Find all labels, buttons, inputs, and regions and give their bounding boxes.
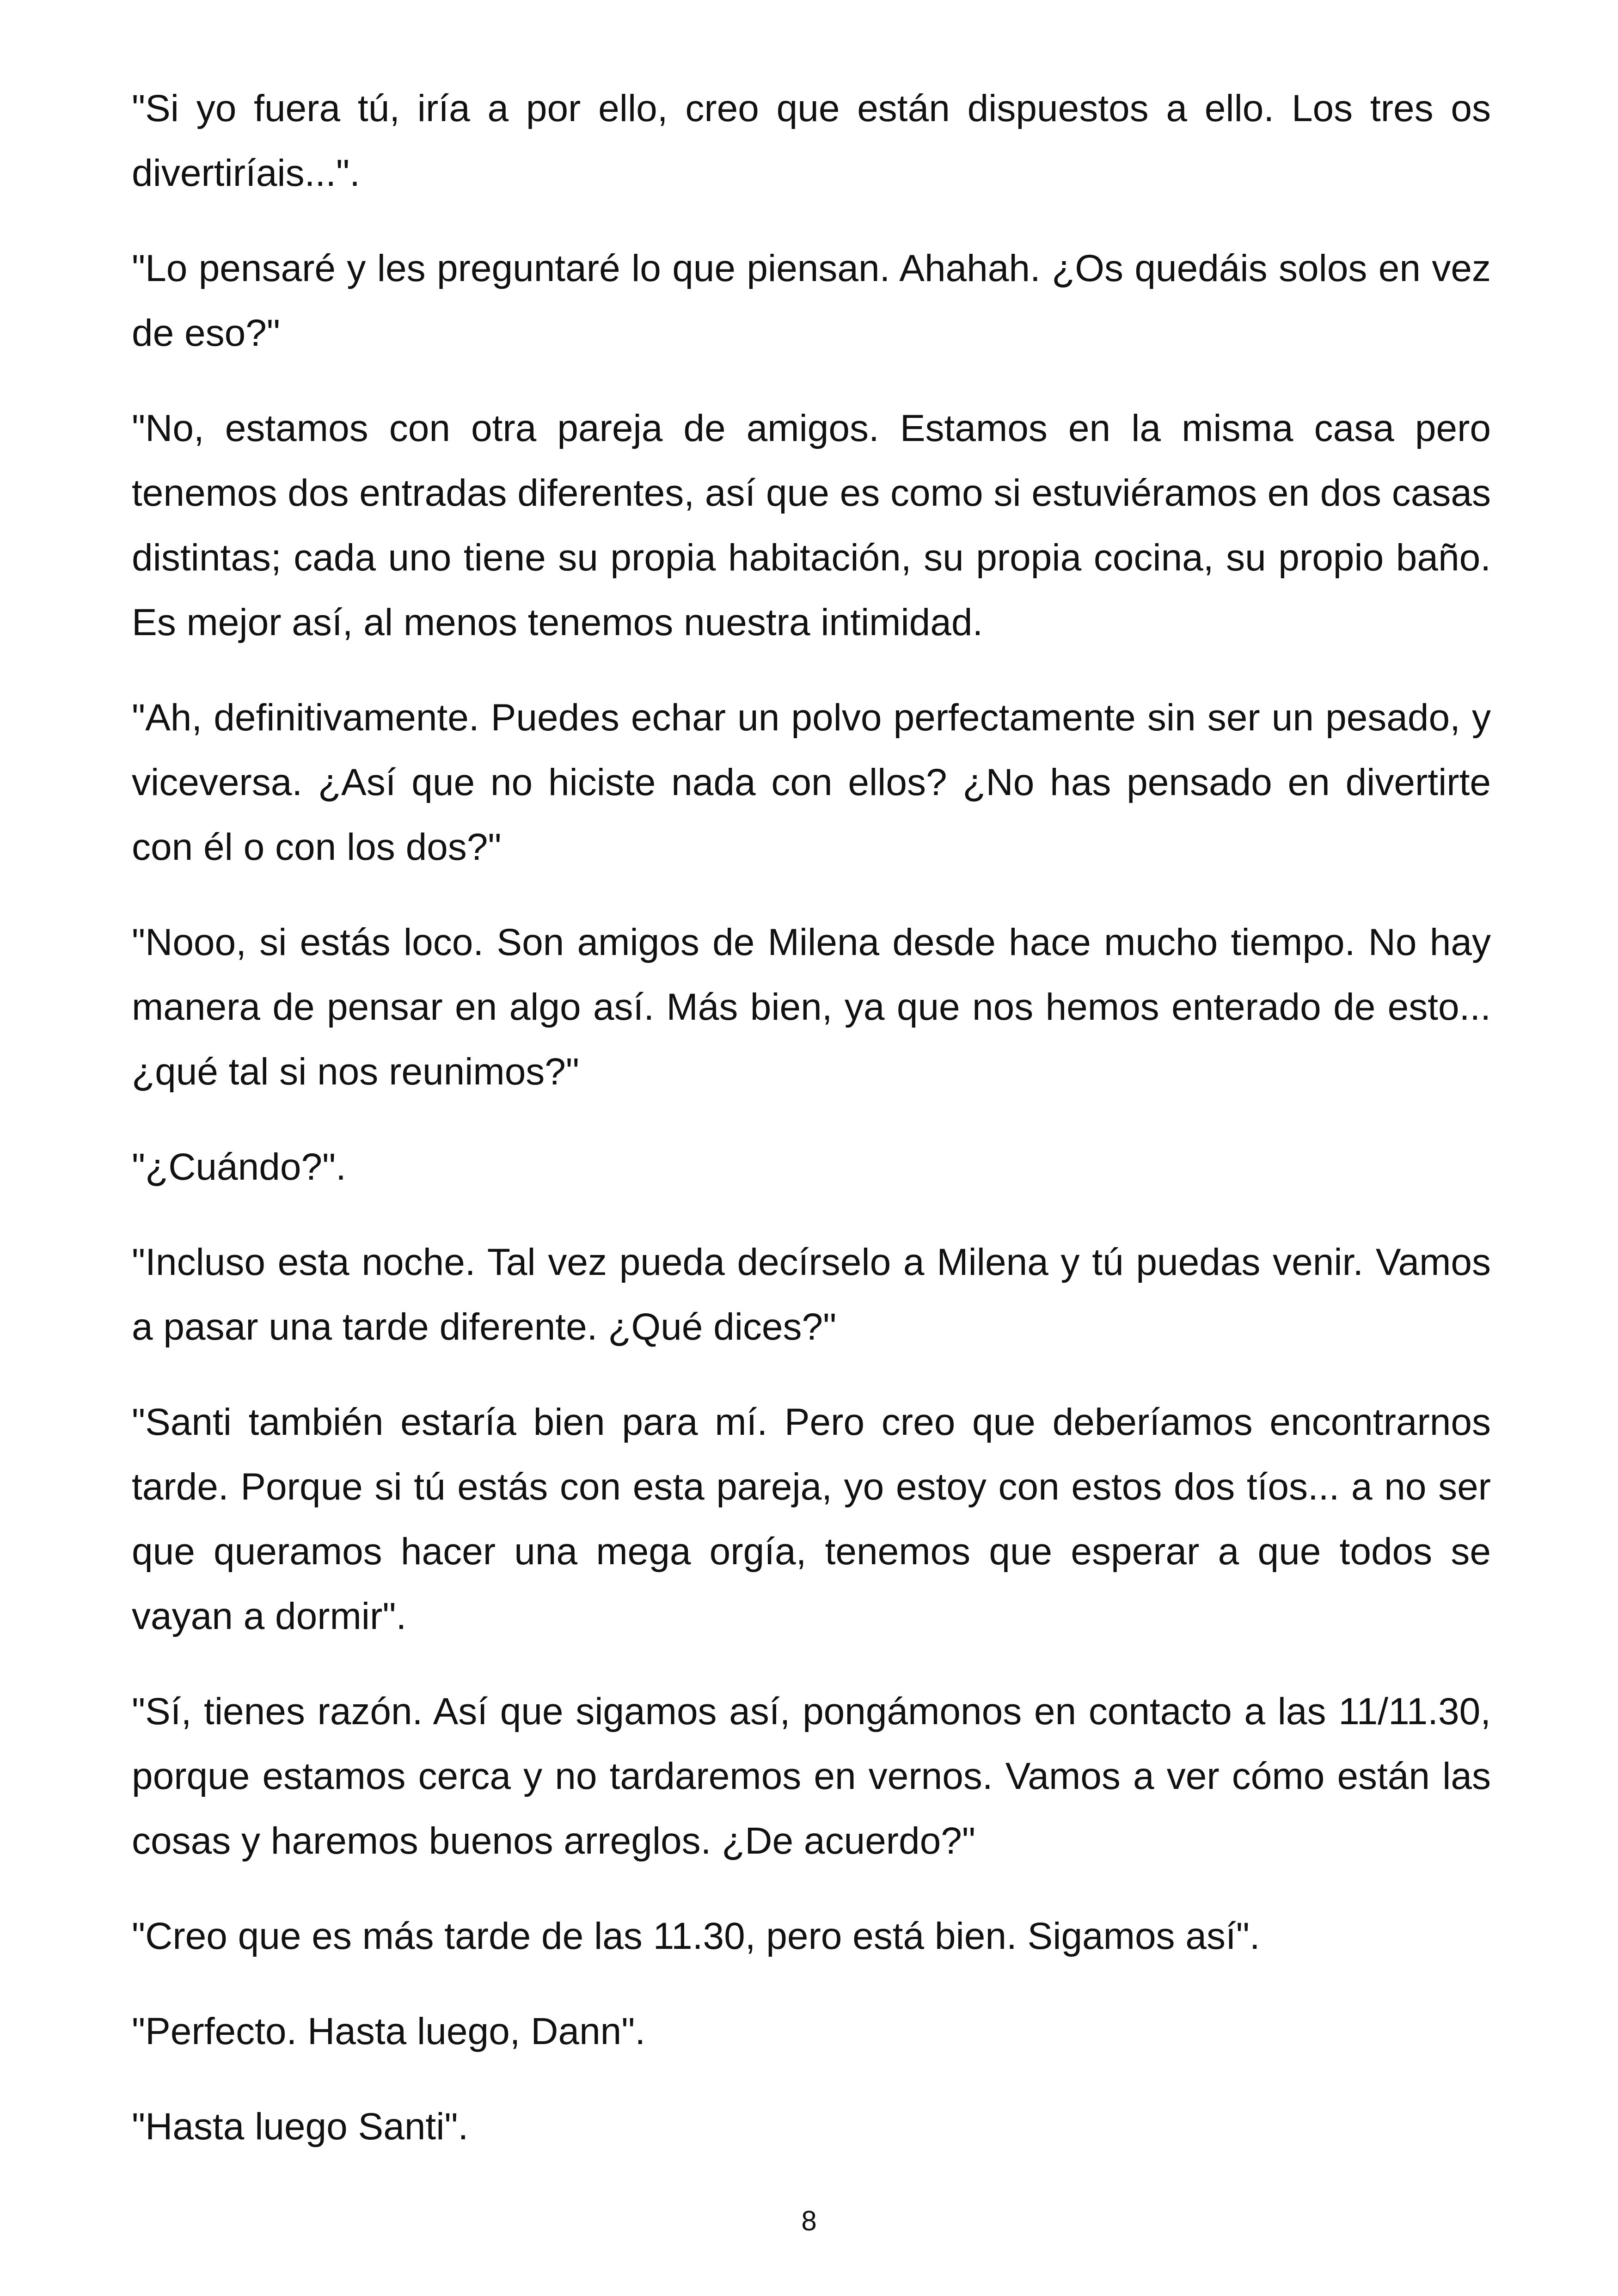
- paragraph-9: "Sí, tienes razón. Así que sigamos así, pongámonos en contacto a las 11/11.30, porque estamos cerca y no tardaremos en vernos. Vamos a ver cómo están las cosas y haremos buenos arreglos. ¿De acuerdo?": [132, 1690, 1491, 1862]
- paragraph-7: "Incluso esta noche. Tal vez pueda decírselo a Milena y tú puedas venir. Vamos a pasar una tarde diferente. ¿Qué dices?": [132, 1241, 1491, 1348]
- paragraph-5: "Nooo, si estás loco. Son amigos de Milena desde hace mucho tiempo. No hay manera de pensar en algo así. Más bien, ya que nos hemos enterado de esto... ¿qué tal si nos reunimos?": [132, 921, 1491, 1093]
- paragraph-4: "Ah, definitivamente. Puedes echar un polvo perfectamente sin ser un pesado, y viceversa. ¿Así que no hiciste nada con ellos? ¿No has pensado en divertirte con él o con los dos?": [132, 697, 1491, 868]
- paragraph-3: "No, estamos con otra pareja de amigos. Estamos en la misma casa pero tenemos dos entradas diferentes, así que es como si estuviéramos en dos casas distintas; cada uno tiene su propia habitación, su propia cocina, su propio baño. Es mejor así, al menos tenemos nuestra intimidad.: [132, 407, 1491, 643]
- paragraph-8: "Santi también estaría bien para mí. Pero creo que deberíamos encontrarnos tarde. Porque si tú estás con esta pareja, yo estoy con estos dos tíos... a no ser que queramos hacer una mega orgía, tenemos que esperar a que todos se vayan a dormir".: [132, 1401, 1491, 1637]
- paragraph-2: "Lo pensaré y les preguntaré lo que piensan. Ahahah. ¿Os quedáis solos en vez de eso?": [132, 247, 1491, 354]
- paragraph-10: "Creo que es más tarde de las 11.30, pero está bien. Sigamos así".: [132, 1915, 1260, 1957]
- paragraph-6: "¿Cuándo?".: [132, 1146, 346, 1188]
- page-number: 8: [801, 2205, 817, 2236]
- paragraph-11: "Perfecto. Hasta luego, Dann".: [132, 2010, 646, 2052]
- body-text: [132, 76, 1491, 2190]
- paragraph-1: "Si yo fuera tú, iría a por ello, creo que están dispuestos a ello. Los tres os divertiríais...".: [132, 87, 1491, 194]
- paragraph-12: "Hasta luego Santi".: [132, 2106, 469, 2148]
